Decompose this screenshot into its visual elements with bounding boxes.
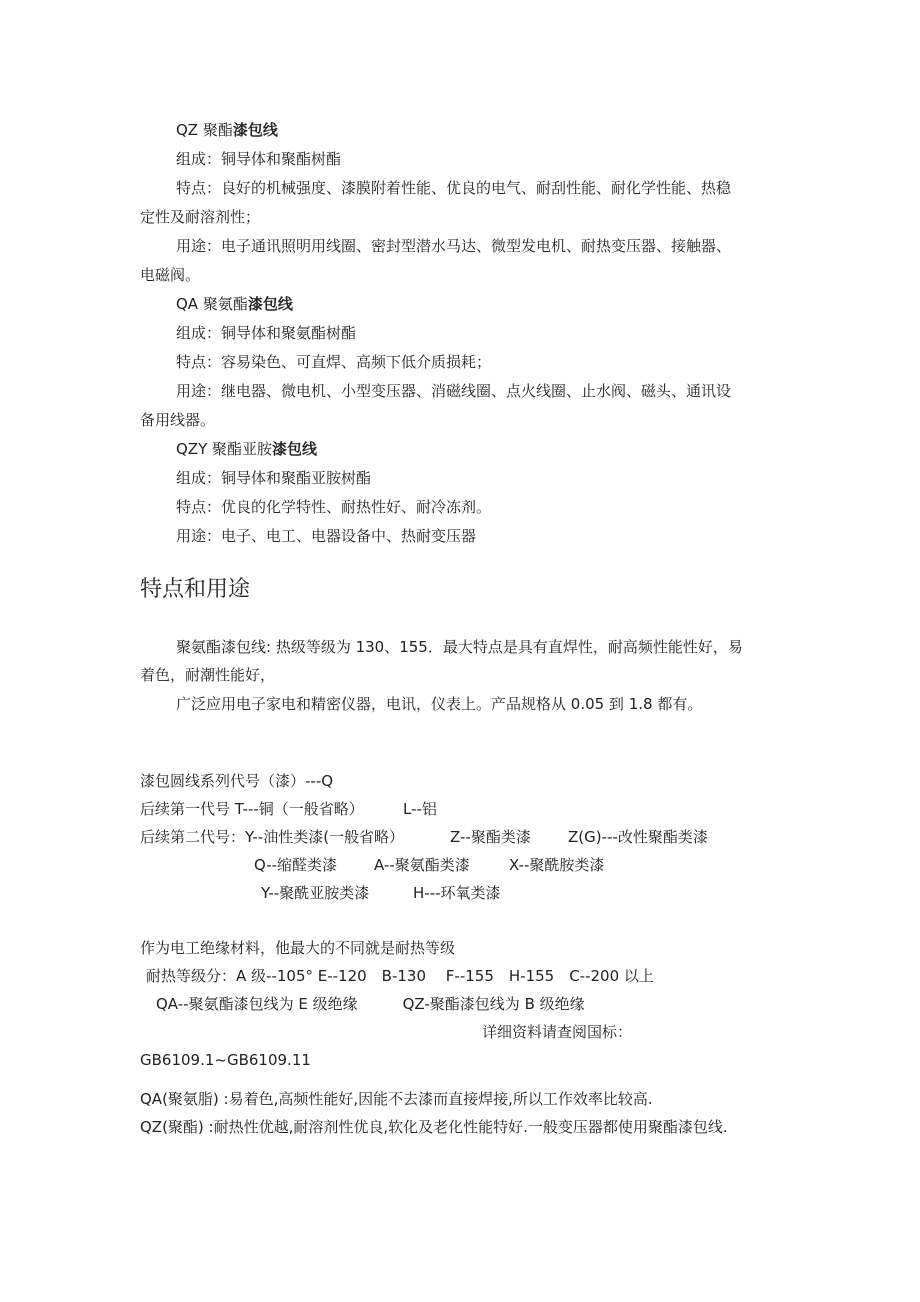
code-y: Y--聚酰亚胺类漆: [261, 884, 370, 902]
qa-title: [176, 294, 293, 314]
code-q: Q--缩醛类漆: [254, 856, 338, 874]
qz-features-line2: 定性及耐溶剂性；: [140, 208, 261, 226]
code-h: H---环氧类漆: [413, 884, 501, 902]
code-x: X--聚酰胺类漆: [509, 856, 605, 874]
qa-bold: 漆包线: [247, 295, 293, 313]
note-qa: QA(聚氨脂) :易着色,高频性能好,因能不去漆而直接焊接,所以工作效率比较高.: [140, 1090, 653, 1108]
qz-usage-line2: 电磁阀。: [140, 266, 201, 284]
para-line1: 聚氨酯漆包线: 热级等级为 130、155．最大特点是具有直焊性，耐高频性能性好，易: [176, 638, 743, 656]
qz-features-line1: 特点：良好的机械强度、漆膜附着性能、优良的电气、耐刮性能、耐化学性能、热稳: [176, 179, 732, 197]
qa-code: QA 聚氨酯: [176, 295, 248, 313]
section-heading: 特点和用途: [140, 577, 251, 602]
first-code-a: 后续第一代号 T---铜（一般省略）: [140, 800, 364, 818]
first-code-b: L--铝: [403, 800, 437, 818]
qz-code: QZ 聚酯: [176, 121, 233, 139]
qa-features: 特点：容易染色、可直焊、高频下低介质损耗；: [176, 353, 492, 371]
qa-usage-line1: 用途：继电器、微电机、小型变压器、消磁线圈、点火线圈、止水阀、磁头、通讯设: [176, 382, 732, 400]
code-a: A--聚氨酯类漆: [374, 856, 470, 874]
thermal-grades: 耐热等级分：A 级--105° E--120 B-130 F--155 H-155 C--200 以上: [146, 967, 654, 985]
second-code-zg: Z(G)---改性聚酯类漆: [568, 828, 708, 846]
standard-ref-label: 详细资料请查阅国标：: [482, 1023, 633, 1041]
second-code-z: Z--聚酯类漆: [450, 828, 531, 846]
qzy-bold: 漆包线: [272, 440, 318, 458]
qz-bold: 漆包线: [232, 121, 278, 139]
second-code-label: 后续第二代号：Y--油性类漆(一般省略）: [140, 828, 405, 846]
qzy-usage: 用途：电子、电工、电器设备中、热耐变压器: [176, 527, 477, 545]
para-line3: 广泛应用电子家电和精密仪器，电讯，仪表上。产品规格从 0.05 到 1.8 都有。: [176, 695, 703, 713]
qzy-features: 特点：优良的化学特性、耐热性好、耐冷冻剂。: [176, 498, 492, 516]
qzy-title: [176, 439, 317, 459]
qzy-composition: 组成：铜导体和聚酯亚胺树酯: [176, 469, 372, 487]
para-line2: 着色，耐潮性能好，: [140, 666, 276, 684]
qz-composition: 组成：铜导体和聚酯树酯: [176, 150, 342, 168]
qz-title: [176, 120, 278, 140]
qa-usage-line2: 备用线器。: [140, 411, 216, 429]
qz-usage-line1: 用途：电子通讯照明用线圈、密封型潜水马达、微型发电机、耐热变压器、接触器、: [176, 237, 732, 255]
qa-qz-grades: QA--聚氨酯漆包线为 E 级绝缘 QZ-聚酯漆包线为 B 级绝缘: [156, 995, 585, 1013]
qzy-code: QZY 聚酯亚胺: [176, 440, 273, 458]
insulation-intro: 作为电工绝缘材料，他最大的不同就是耐热等级: [140, 939, 456, 957]
qa-composition: 组成：铜导体和聚氨酯树酯: [176, 324, 357, 342]
series-code: 漆包圆线系列代号（漆）---Q: [140, 772, 334, 790]
note-qz: QZ(聚酯) :耐热性优越,耐溶剂性优良,软化及老化性能特好.一般变压器都使用聚酯漆包线.: [140, 1118, 728, 1136]
standard-number: GB6109.1~GB6109.11: [140, 1051, 311, 1069]
